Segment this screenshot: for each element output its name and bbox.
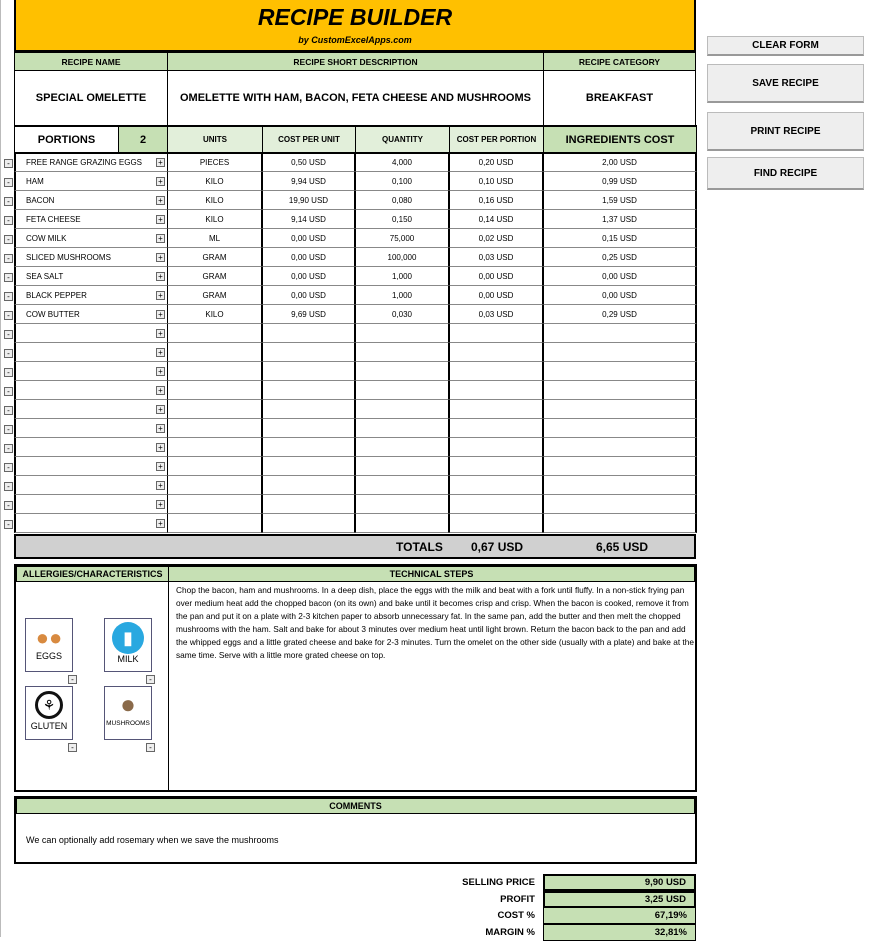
ingredient-cell[interactable]: 1,37 USD <box>543 210 697 229</box>
ingredient-cell[interactable] <box>167 362 262 381</box>
ingredient-cell[interactable]: 2,00 USD <box>543 153 697 172</box>
ingredient-cell[interactable]: KILO <box>167 172 262 191</box>
ingredient-cell[interactable] <box>543 362 697 381</box>
ingredient-name-cell[interactable] <box>14 419 168 438</box>
ingredient-cell[interactable] <box>543 343 697 362</box>
allergy-milk[interactable]: ▮ MILK <box>104 618 152 672</box>
add-ingredient-button[interactable]: + <box>156 253 165 262</box>
ingredient-name: SLICED MUSHROOMS <box>26 252 111 262</box>
add-ingredient-button[interactable]: + <box>156 158 165 167</box>
ingredient-name: COW MILK <box>26 233 67 243</box>
ingredient-cell[interactable]: 9,14 USD <box>262 210 355 229</box>
ingredient-cell[interactable]: 1,000 <box>355 286 449 305</box>
ingredient-cell[interactable] <box>355 419 449 438</box>
ingredient-cell[interactable] <box>543 381 697 400</box>
ingredient-cell[interactable] <box>262 476 355 495</box>
divider <box>168 581 169 791</box>
ingredient-cell[interactable]: 9,69 USD <box>262 305 355 324</box>
ingredient-cell[interactable]: 0,030 <box>355 305 449 324</box>
totals-bar <box>14 534 696 559</box>
ingredient-cell[interactable]: 0,03 USD <box>449 248 543 267</box>
ingredient-cell[interactable] <box>355 476 449 495</box>
total-ingredients-cost: 6,65 USD <box>596 540 649 554</box>
ingredient-name: FREE RANGE GRAZING EGGS <box>26 157 143 167</box>
ingredient-cell[interactable]: 0,25 USD <box>543 248 697 267</box>
add-ingredient-button[interactable]: + <box>156 519 165 528</box>
ingredient-cell[interactable]: 0,00 USD <box>449 286 543 305</box>
remove-row-button[interactable]: - <box>4 235 13 244</box>
remove-row-button[interactable]: - <box>4 425 13 434</box>
ingredient-cell[interactable]: 0,00 USD <box>262 229 355 248</box>
portions-label: PORTIONS <box>14 125 119 154</box>
ingredient-cell[interactable] <box>449 381 543 400</box>
ingredient-name-cell[interactable] <box>14 438 168 457</box>
ingredient-cell[interactable] <box>355 324 449 343</box>
remove-row-button[interactable]: - <box>4 330 13 339</box>
ingredient-cell[interactable] <box>355 495 449 514</box>
ingredient-cell[interactable] <box>449 324 543 343</box>
ingredient-cell[interactable]: 0,29 USD <box>543 305 697 324</box>
ingredient-cell[interactable]: 0,20 USD <box>449 153 543 172</box>
ingredient-cell[interactable] <box>262 400 355 419</box>
add-ingredient-button[interactable]: + <box>156 500 165 509</box>
remove-row-button[interactable]: - <box>4 159 13 168</box>
ingredient-cell[interactable]: 0,150 <box>355 210 449 229</box>
remove-row-button[interactable]: - <box>4 406 13 415</box>
add-ingredient-button[interactable]: + <box>156 196 165 205</box>
pricing-label: SELLING PRICE <box>462 877 535 888</box>
ingredient-cell[interactable] <box>262 324 355 343</box>
ingredient-cell[interactable] <box>355 362 449 381</box>
column-header: UNITS <box>167 125 263 154</box>
ingredient-cell[interactable] <box>543 457 697 476</box>
allergies-header: ALLERGIES/CHARACTERISTICS <box>16 566 169 582</box>
remove-row-button[interactable]: - <box>4 463 13 472</box>
ingredient-cell[interactable] <box>355 514 449 533</box>
ingredient-cell[interactable]: 1,000 <box>355 267 449 286</box>
sheet-border <box>0 0 1 937</box>
ingredient-cell[interactable]: 19,90 USD <box>262 191 355 210</box>
ingredient-cell[interactable] <box>167 457 262 476</box>
ingredient-cell[interactable] <box>167 419 262 438</box>
steps-header: TECHNICAL STEPS <box>168 566 695 582</box>
app-subtitle: by CustomExcelApps.com <box>298 35 412 45</box>
ingredient-cell[interactable] <box>449 400 543 419</box>
ingredient-cell[interactable]: 0,100 <box>355 172 449 191</box>
banner <box>14 0 696 52</box>
add-ingredient-button[interactable]: + <box>156 405 165 414</box>
add-ingredient-button[interactable]: + <box>156 481 165 490</box>
ingredient-cell[interactable]: 0,99 USD <box>543 172 697 191</box>
ingredient-cell[interactable]: 1,59 USD <box>543 191 697 210</box>
ingredient-name-cell[interactable] <box>14 229 168 248</box>
milk-icon: ▮ <box>112 622 144 654</box>
ingredient-cell[interactable]: GRAM <box>167 286 262 305</box>
ingredient-cell[interactable]: 75,000 <box>355 229 449 248</box>
ingredient-cell[interactable]: 0,03 USD <box>449 305 543 324</box>
ingredient-cell[interactable] <box>167 514 262 533</box>
ingredient-cell[interactable] <box>262 362 355 381</box>
ingredient-name: FETA CHEESE <box>26 214 81 224</box>
total-cost-per-portion: 0,67 USD <box>471 540 524 554</box>
ingredient-name-cell[interactable] <box>14 514 168 533</box>
column-header: COST PER UNIT <box>262 125 356 154</box>
ingredient-cell[interactable] <box>449 457 543 476</box>
eggs-icon: ●● <box>35 625 63 650</box>
ingredient-cell[interactable] <box>543 514 697 533</box>
add-ingredient-button[interactable]: + <box>156 443 165 452</box>
ingredient-cell[interactable]: GRAM <box>167 248 262 267</box>
recipe-name-header: RECIPE NAME <box>14 52 168 71</box>
add-ingredient-button[interactable]: + <box>156 291 165 300</box>
ingredient-cell[interactable] <box>167 343 262 362</box>
pricing-label: MARGIN % <box>485 926 535 938</box>
comments-panel <box>14 796 697 864</box>
add-ingredient-button[interactable]: + <box>156 348 165 357</box>
column-header: INGREDIENTS COST <box>543 125 697 154</box>
ingredient-name: COW BUTTER <box>26 309 80 319</box>
remove-row-button[interactable]: - <box>4 444 13 453</box>
ingredient-cell[interactable] <box>355 343 449 362</box>
app-title: RECIPE BUILDER <box>257 4 453 30</box>
remove-row-button[interactable]: - <box>4 311 13 320</box>
remove-eggs-button[interactable]: - <box>68 675 77 684</box>
remove-row-button[interactable]: - <box>4 387 13 396</box>
ingredient-name-cell[interactable] <box>14 476 168 495</box>
description-field[interactable]: OMELETTE WITH HAM, BACON, FETA CHEESE AND MUSHROOMS <box>167 70 544 126</box>
ingredient-cell[interactable] <box>355 400 449 419</box>
pricing-label: COST % <box>497 910 535 921</box>
gluten-icon: ⚘ <box>35 691 63 719</box>
column-header: QUANTITY <box>355 125 450 154</box>
add-ingredient-button[interactable]: + <box>156 329 165 338</box>
ingredient-name-cell[interactable] <box>14 305 168 324</box>
add-ingredient-button[interactable]: + <box>156 310 165 319</box>
ingredient-cell[interactable]: 0,16 USD <box>449 191 543 210</box>
totals-label: TOTALS <box>396 540 443 554</box>
category-header: RECIPE CATEGORY <box>543 52 696 71</box>
add-ingredient-button[interactable]: + <box>156 386 165 395</box>
ingredient-cell[interactable]: 0,15 USD <box>543 229 697 248</box>
portions-field[interactable]: 2 <box>118 125 168 154</box>
ingredient-cell[interactable]: 0,50 USD <box>262 153 355 172</box>
add-ingredient-button[interactable]: + <box>156 234 165 243</box>
ingredient-name-cell[interactable] <box>14 191 168 210</box>
ingredient-name: HAM <box>26 176 44 186</box>
ingredient-cell[interactable] <box>449 476 543 495</box>
remove-row-button[interactable]: - <box>4 482 13 491</box>
ingredient-cell[interactable]: 100,000 <box>355 248 449 267</box>
ingredient-cell[interactable]: KILO <box>167 210 262 229</box>
print-recipe-button[interactable]: PRINT RECIPE <box>707 112 864 151</box>
mushrooms-icon: ● <box>120 689 136 719</box>
clear-form-button[interactable]: CLEAR FORM <box>707 36 864 56</box>
pricing-label: PROFIT <box>500 893 535 905</box>
pricing-value: 32,81% <box>543 924 696 941</box>
ingredient-cell[interactable]: 4,000 <box>355 153 449 172</box>
remove-row-button[interactable]: - <box>4 349 13 358</box>
ingredient-cell[interactable] <box>449 343 543 362</box>
ingredient-cell[interactable]: 0,00 USD <box>543 267 697 286</box>
ingredient-cell[interactable] <box>543 495 697 514</box>
ingredient-cell[interactable] <box>167 324 262 343</box>
ingredient-cell[interactable]: ML <box>167 229 262 248</box>
allergies-steps-panel <box>14 564 697 792</box>
ingredient-name-cell[interactable] <box>14 400 168 419</box>
ingredient-cell[interactable] <box>167 400 262 419</box>
remove-mushrooms-button[interactable]: - <box>146 743 155 752</box>
ingredient-name-cell[interactable] <box>14 153 168 172</box>
remove-row-button[interactable]: - <box>4 197 13 206</box>
ingredient-cell[interactable] <box>355 381 449 400</box>
ingredient-cell[interactable] <box>262 343 355 362</box>
ingredient-cell[interactable] <box>355 438 449 457</box>
pricing-value[interactable]: 9,90 USD <box>543 874 696 891</box>
ingredient-cell[interactable]: 0,14 USD <box>449 210 543 229</box>
comments-header: COMMENTS <box>16 798 695 814</box>
ingredient-cell[interactable]: 0,080 <box>355 191 449 210</box>
ingredient-cell[interactable]: 0,00 USD <box>543 286 697 305</box>
ingredient-cell[interactable] <box>167 476 262 495</box>
ingredient-cell[interactable] <box>262 438 355 457</box>
remove-gluten-button[interactable]: - <box>68 743 77 752</box>
remove-row-button[interactable]: - <box>4 292 13 301</box>
ingredient-name-cell[interactable] <box>14 381 168 400</box>
remove-row-button[interactable]: - <box>4 178 13 187</box>
ingredient-cell[interactable]: 9,94 USD <box>262 172 355 191</box>
ingredient-cell[interactable]: 0,00 USD <box>262 286 355 305</box>
remove-milk-button[interactable]: - <box>146 675 155 684</box>
allergy-gluten[interactable]: ⚘ GLUTEN <box>25 686 73 740</box>
ingredient-cell[interactable]: KILO <box>167 305 262 324</box>
category-field[interactable]: BREAKFAST <box>543 70 696 126</box>
ingredient-cell[interactable] <box>262 457 355 476</box>
ingredient-cell[interactable] <box>167 438 262 457</box>
ingredient-name-cell[interactable] <box>14 210 168 229</box>
recipe-name-field[interactable]: SPECIAL OMELETTE <box>14 70 168 126</box>
ingredient-cell[interactable]: 0,10 USD <box>449 172 543 191</box>
comments-text[interactable]: We can optionally add rosemary when we save the mushrooms <box>26 835 279 845</box>
find-recipe-button[interactable]: FIND RECIPE <box>707 157 864 190</box>
ingredient-cell[interactable] <box>543 324 697 343</box>
ingredient-cell[interactable]: KILO <box>167 191 262 210</box>
ingredient-cell[interactable]: 0,00 USD <box>262 267 355 286</box>
allergy-mushrooms[interactable]: ● MUSHROOMS <box>104 686 152 740</box>
description-header: RECIPE SHORT DESCRIPTION <box>167 52 544 71</box>
ingredient-name-cell[interactable] <box>14 172 168 191</box>
ingredient-name-cell[interactable] <box>14 495 168 514</box>
ingredient-cell[interactable] <box>449 514 543 533</box>
technical-steps-text[interactable]: Chop the bacon, ham and mushrooms. In a deep dish, place the eggs with the milk and beat with a fork until fluffy. In a non-stick frying pan over medium heat add the chopped bacon (on its own) and bake until it becomes crisp and crisp. When the bacon is cooked, remove it from the pan and put it on a plate with 2-3 kitchen paper to absorb unnecessary fat. In the same pan, add the butter and then melt the chopped mushrooms with the ham. Salt and bake for about 3 minutes over medium heat until light brown. Return the bacon back to the pan and add the whipped eggs and a little grated cheese and bake for 2-3 minutes. Turn the omelet on the other side (usually with a plate) and bake at the same time. Serve with a little more grated cheese on top. <box>176 585 694 660</box>
add-ingredient-button[interactable]: + <box>156 215 165 224</box>
remove-row-button[interactable]: - <box>4 501 13 510</box>
ingredient-cell[interactable] <box>449 419 543 438</box>
ingredient-cell[interactable] <box>262 419 355 438</box>
ingredient-cell[interactable]: PIECES <box>167 153 262 172</box>
ingredient-cell[interactable]: 0,00 USD <box>449 267 543 286</box>
ingredient-cell[interactable] <box>262 381 355 400</box>
ingredient-cell[interactable] <box>355 457 449 476</box>
add-ingredient-button[interactable]: + <box>156 272 165 281</box>
remove-row-button[interactable]: - <box>4 216 13 225</box>
add-ingredient-button[interactable]: + <box>156 424 165 433</box>
pricing-value: 67,19% <box>543 907 696 924</box>
ingredient-cell[interactable] <box>543 438 697 457</box>
ingredient-name-cell[interactable] <box>14 324 168 343</box>
remove-row-button[interactable]: - <box>4 273 13 282</box>
ingredient-cell[interactable] <box>449 495 543 514</box>
ingredient-name-cell[interactable] <box>14 267 168 286</box>
ingredient-name: BLACK PEPPER <box>26 290 87 300</box>
column-header: COST PER PORTION <box>449 125 544 154</box>
ingredient-name-cell[interactable] <box>14 362 168 381</box>
ingredient-cell[interactable]: GRAM <box>167 267 262 286</box>
ingredient-cell[interactable] <box>449 362 543 381</box>
add-ingredient-button[interactable]: + <box>156 462 165 471</box>
remove-row-button[interactable]: - <box>4 368 13 377</box>
ingredient-cell[interactable] <box>543 476 697 495</box>
ingredient-cell[interactable] <box>167 495 262 514</box>
pricing-value: 3,25 USD <box>543 891 696 908</box>
ingredient-cell[interactable] <box>449 438 543 457</box>
remove-row-button[interactable]: - <box>4 254 13 263</box>
add-ingredient-button[interactable]: + <box>156 367 165 376</box>
ingredient-cell[interactable] <box>543 400 697 419</box>
remove-row-button[interactable]: - <box>4 520 13 529</box>
ingredient-name: BACON <box>26 195 55 205</box>
ingredient-cell[interactable] <box>167 381 262 400</box>
allergy-eggs[interactable]: ●● EGGS <box>25 618 73 672</box>
ingredient-name: SEA SALT <box>26 271 64 281</box>
ingredient-cell[interactable] <box>262 495 355 514</box>
ingredient-name-cell[interactable] <box>14 343 168 362</box>
ingredient-cell[interactable] <box>543 419 697 438</box>
add-ingredient-button[interactable]: + <box>156 177 165 186</box>
save-recipe-button[interactable]: SAVE RECIPE <box>707 64 864 103</box>
ingredient-name-cell[interactable] <box>14 248 168 267</box>
ingredient-name-cell[interactable] <box>14 457 168 476</box>
ingredient-cell[interactable] <box>262 514 355 533</box>
ingredient-cell[interactable]: 0,00 USD <box>262 248 355 267</box>
ingredient-name-cell[interactable] <box>14 286 168 305</box>
ingredient-cell[interactable]: 0,02 USD <box>449 229 543 248</box>
